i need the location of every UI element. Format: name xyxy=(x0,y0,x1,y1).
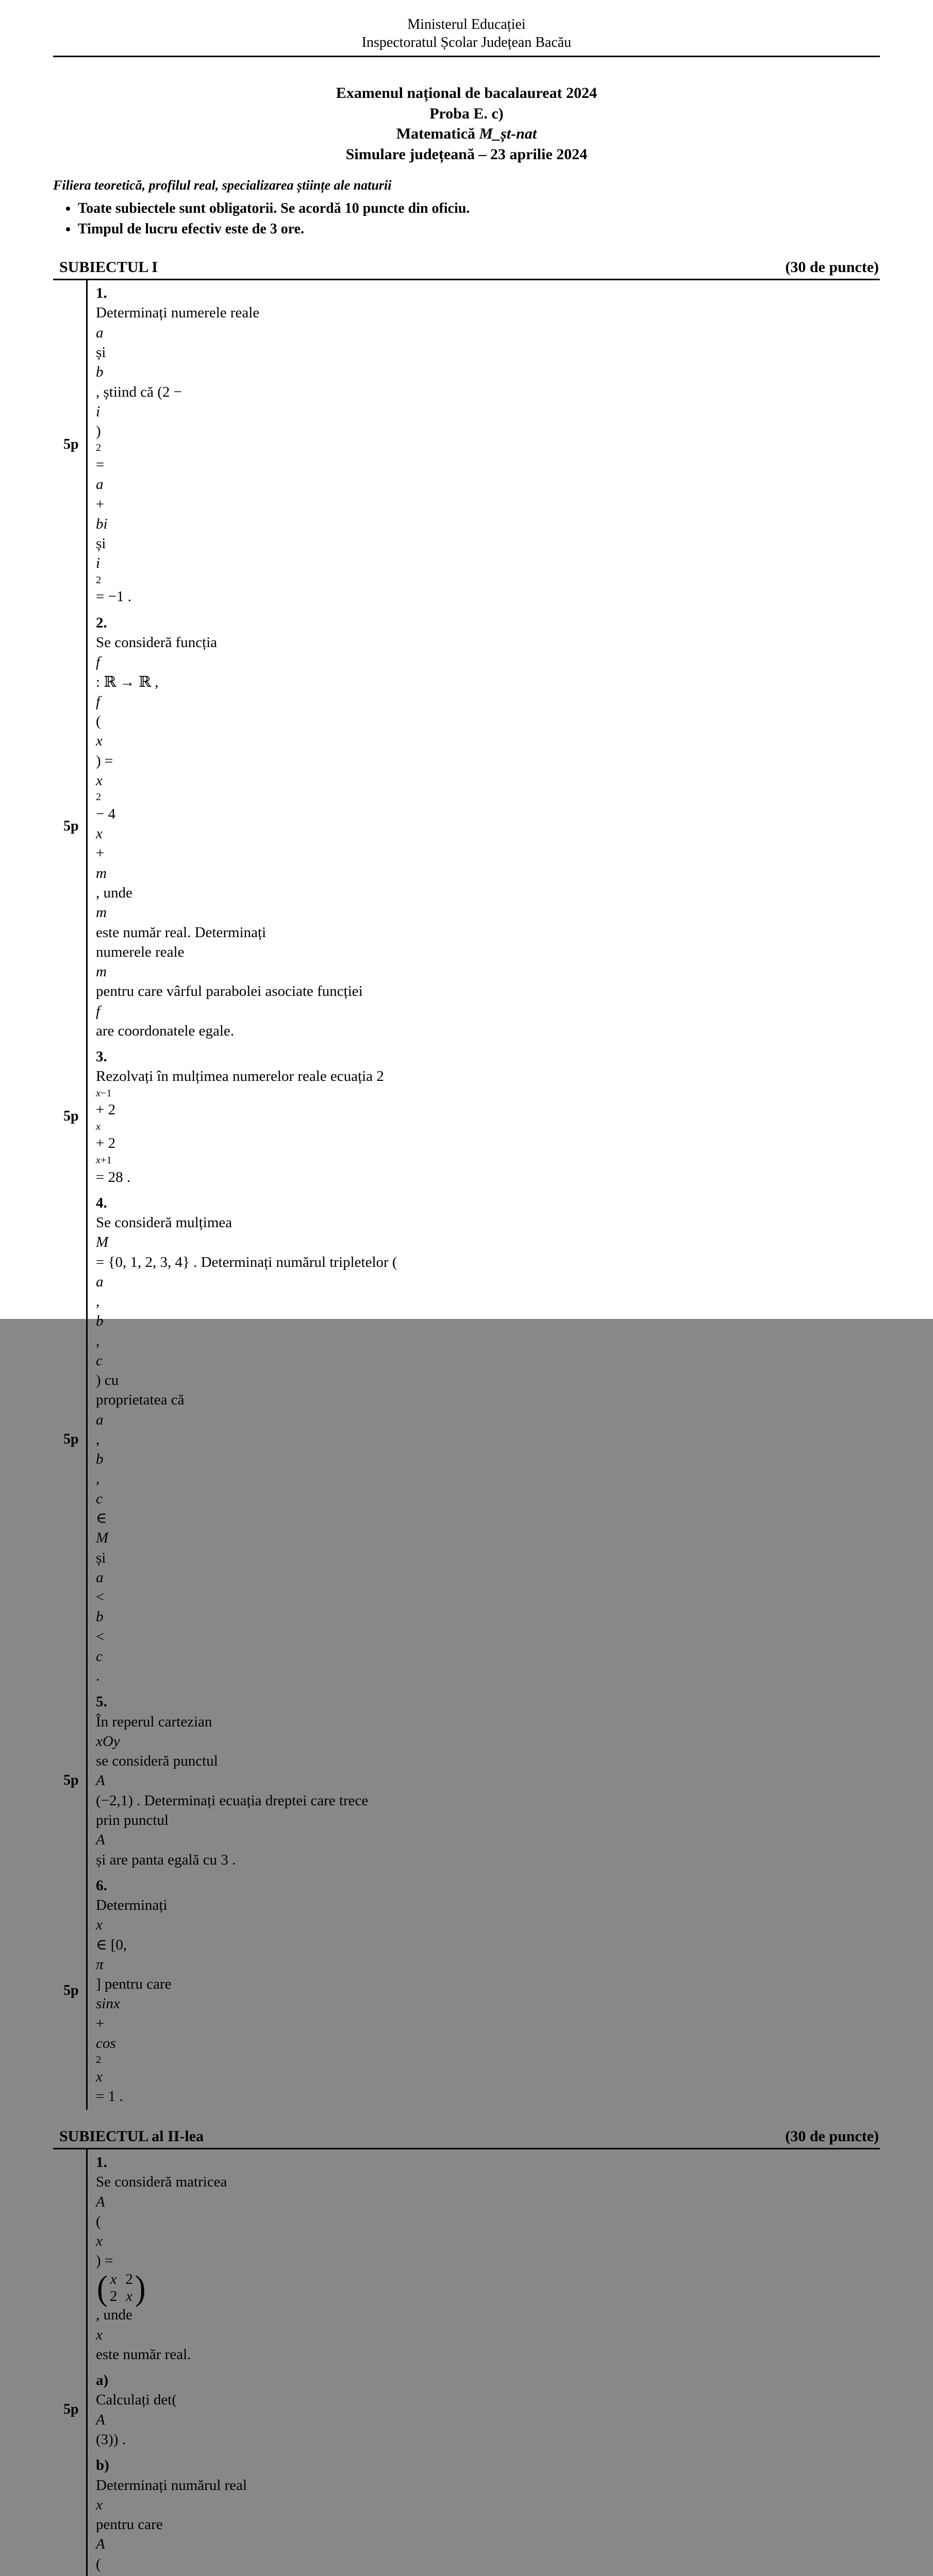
points-label xyxy=(53,2149,86,2367)
item-text: 1. Se consideră matricea A ( x ) = ( x 2 2 x ) , unde x este număr real. xyxy=(86,2149,880,2367)
item-text: b) Determinați numărul real x pentru care A ( xyxy=(86,2452,880,2576)
exam-item xyxy=(53,280,880,610)
section-title: SUBIECTUL al II-lea xyxy=(59,2126,204,2147)
inspectorate-line: Inspectoratul Școlar Județean Bacău xyxy=(53,33,880,52)
filiera-note: Filiera teoretică, profilul real, specializarea științe ale naturii xyxy=(53,177,880,194)
subject-line: Matematică M_șt-nat xyxy=(53,124,880,144)
exam-item xyxy=(53,2149,880,2367)
ministry-line: Ministerul Educației xyxy=(53,15,880,33)
item-text: a) Calculați det( A (3)) . xyxy=(86,2367,880,2452)
instruction-item: • Toate subiectele sunt obligatorii. Se acordă 10 puncte din oficiu. xyxy=(78,199,880,218)
points-label: 5p xyxy=(53,2367,86,2452)
section-points: (30 de puncte) xyxy=(785,2126,879,2147)
item-text: 4. Se consideră mulțimea M = {0, 1, 2, 3, 4} . Determinați numărul tripletelor ( a , b , c ) cu proprietatea că a , b , c ∈ M și a < b < c . xyxy=(86,1190,880,1689)
section-items xyxy=(53,280,880,2109)
item-text: 2. Se consideră funcția f : ℝ → ℝ , f ( x ) = x 2 − 4 x + m , unde m este număr real. Determinați numerele reale m pentru care vârful parabolei asociate funcției f are coordonatele egale. xyxy=(86,610,880,1044)
instruction-item: • Timpul de lucru efectiv este de 3 ore. xyxy=(78,220,880,239)
points-label: 5p xyxy=(53,280,86,610)
item-text: 5. În reperul cartezian xOy se consideră punctul A (−2,1) . Determinați ecuația dreptei care trece prin punctul A și are panta egală cu 3 . xyxy=(86,1689,880,1872)
points-label: 5p xyxy=(53,1873,86,2110)
exam-item xyxy=(53,1873,880,2110)
points-label: 5p xyxy=(53,610,86,1044)
section-items xyxy=(53,2149,880,2576)
simulation-line: Simulare județeană – 23 aprilie 2024 xyxy=(53,144,880,165)
exam-item xyxy=(53,1044,880,1190)
points-label xyxy=(53,2452,86,2576)
points-label: 5p xyxy=(53,1044,86,1190)
title-block xyxy=(53,83,880,164)
points-label: 5p xyxy=(53,1689,86,1872)
section-points: (30 de puncte) xyxy=(785,257,879,278)
section-title: SUBIECTUL I xyxy=(59,257,158,278)
exam-title: Examenul național de bacalaureat 2024 xyxy=(53,83,880,104)
document-header xyxy=(53,15,880,57)
item-text: 1. Determinați numerele reale a și b , știind că (2 − i ) 2 = a + bi și i 2 = −1 . xyxy=(86,280,880,610)
points-label: 5p xyxy=(53,1190,86,1689)
exam-item xyxy=(53,610,880,1044)
exam-item xyxy=(53,2452,880,2576)
section-header xyxy=(53,2126,880,2150)
proba-line: Proba E. c) xyxy=(53,104,880,124)
instructions-list xyxy=(53,198,880,241)
item-text: 3. Rezolvați în mulțimea numerelor reale ecuația 2 x−1 + 2 x + 2 x+1 = 28 . xyxy=(86,1044,880,1190)
section-subiectul-2 xyxy=(53,2126,880,2576)
exam-item xyxy=(53,1689,880,1872)
exam-item xyxy=(53,2367,880,2452)
item-text: 6. Determinați x ∈ [0, π ] pentru care sinx + cos 2 x = 1 . xyxy=(86,1873,880,2110)
exam-item xyxy=(53,1190,880,1689)
section-header xyxy=(53,257,880,281)
section-subiectul-1 xyxy=(53,257,880,2110)
